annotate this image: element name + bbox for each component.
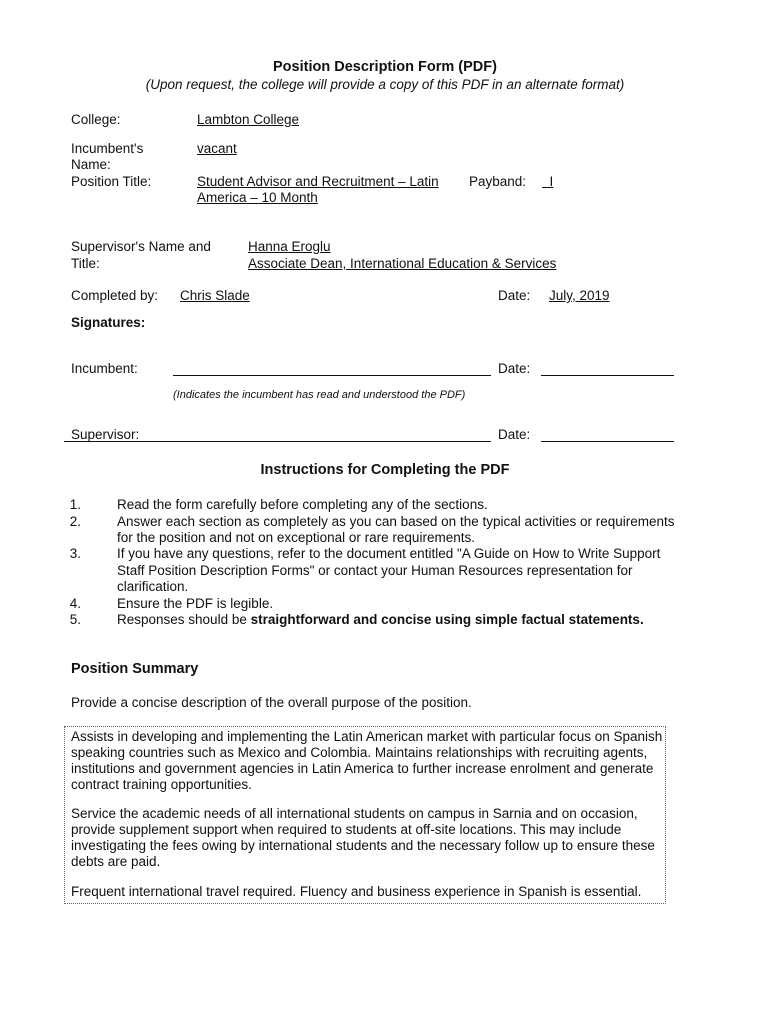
position-title-value-1: Student Advisor and Recruitment – Latin	[197, 174, 439, 189]
instruction-num-1: 1.	[69, 497, 81, 512]
payband-value	[542, 174, 553, 189]
position-summary-prompt: Provide a concise description of the overall purpose of the position.	[71, 695, 472, 710]
college-label: College:	[71, 112, 121, 127]
summary-line: Assists in developing and implementing the Latin American market with particular focus on Spanish	[71, 729, 663, 744]
instruction-num-2: 2.	[69, 514, 81, 529]
supervisor-name: Hanna Eroglu	[248, 239, 331, 254]
instruction-num-4: 4.	[69, 596, 81, 611]
supervisor-signature-label: Supervisor:	[71, 427, 140, 442]
supervisor-signature-line[interactable]	[64, 441, 491, 442]
page-title: Position Description Form (PDF)	[273, 59, 497, 75]
incumbent-name-label-1: Incumbent's	[71, 141, 144, 156]
summary-line: Frequent international travel required. Fluency and business experience in Spanish is essential.	[71, 884, 642, 899]
summary-line: contract training opportunities.	[71, 777, 252, 792]
incumbent-signature-label: Incumbent:	[71, 361, 138, 376]
summary-line: provide supplement support when required to students at off-site locations. This may include	[71, 822, 622, 837]
date-value: July, 2019	[549, 288, 610, 303]
completed-by-label: Completed by:	[71, 288, 159, 303]
position-title-label: Position Title:	[71, 174, 152, 189]
summary-line: Service the academic needs of all international students on campus in Sarnia and on occasion,	[71, 806, 638, 821]
payband-value-text: I	[549, 174, 554, 189]
supervisor-label-1: Supervisor's Name and	[71, 239, 211, 254]
instruction-num-3: 3.	[69, 546, 81, 561]
signatures-heading: Signatures:	[71, 315, 146, 330]
incumbent-name-value: vacant	[197, 141, 237, 156]
instruction-line: Read the form carefully before completing any of the sections.	[117, 497, 488, 512]
summary-line: speaking countries such as Mexico and Colombia. Maintains relationships with recruiting agents,	[71, 745, 648, 760]
instruction-bold: straightforward and concise using simple factual statements.	[250, 612, 644, 627]
instruction-line: If you have any questions, refer to the document entitled "A Guide on How to Write Support	[117, 546, 661, 561]
instruction-line	[117, 612, 644, 627]
supervisor-label-2: Title:	[71, 256, 100, 271]
instruction-line: Staff Position Description Forms" or contact your Human Resources representation for	[117, 563, 633, 578]
incumbent-date-line[interactable]	[541, 375, 674, 376]
summary-line: debts are paid.	[71, 854, 161, 869]
instruction-line: clarification.	[117, 579, 189, 594]
instructions-heading: Instructions for Completing the PDF	[260, 462, 510, 478]
incumbent-note: (Indicates the incumbent has read and understood the PDF)	[173, 389, 466, 401]
summary-line: institutions and government agencies in Latin America to further increase enrolment and generate	[71, 761, 654, 776]
completed-by-value: Chris Slade	[180, 288, 250, 303]
incumbent-signature-line[interactable]	[173, 375, 491, 376]
instruction-line: Ensure the PDF is legible.	[117, 596, 274, 611]
summary-line: investigating the fees owing by international students and the necessary follow up to ensure these	[71, 838, 655, 853]
instruction-num-5: 5.	[69, 612, 81, 627]
supervisor-title: Associate Dean, International Education & Services	[248, 256, 557, 271]
payband-label: Payband:	[469, 174, 527, 189]
page-subtitle: (Upon request, the college will provide a copy of this PDF in an alternate format)	[145, 77, 625, 92]
instruction-prefix: Responses should be	[117, 612, 251, 627]
instruction-line: Answer each section as completely as you can based on the typical activities or requirements	[117, 514, 675, 529]
position-summary-heading: Position Summary	[71, 661, 199, 677]
date-label: Date:	[498, 288, 531, 303]
position-title-value-2: America – 10 Month	[197, 190, 318, 205]
instruction-line: for the position and not on exceptional or rare requirements.	[117, 530, 475, 545]
college-value: Lambton College	[197, 112, 300, 127]
incumbent-name-label-2: Name:	[71, 157, 111, 172]
supervisor-date-line[interactable]	[541, 441, 674, 442]
supervisor-date-label: Date:	[498, 427, 531, 442]
incumbent-date-label: Date:	[498, 361, 531, 376]
